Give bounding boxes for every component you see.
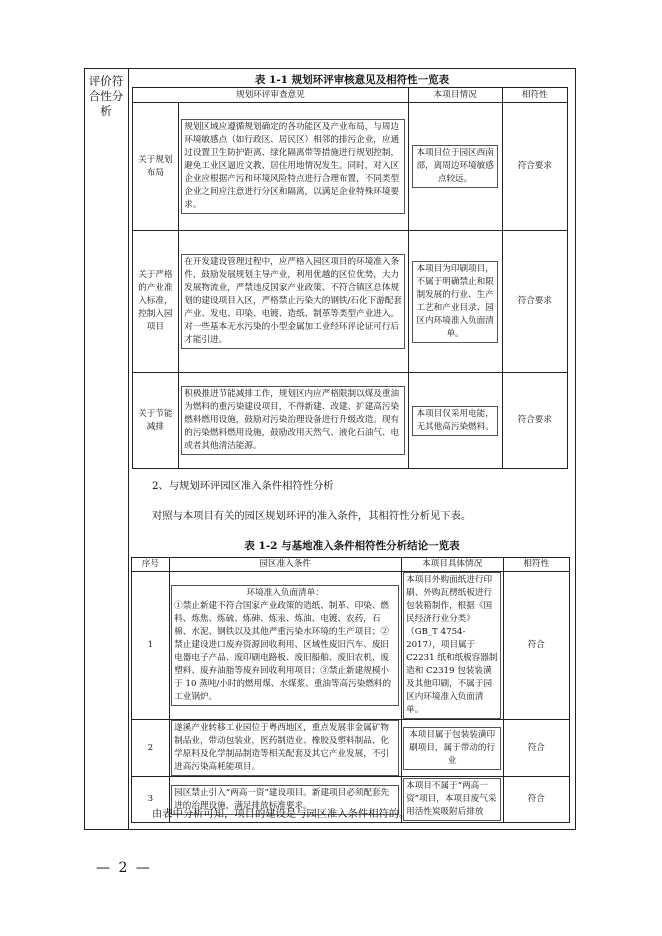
category-text: 关于严格的产业准入标准，控制入园项目: [138, 270, 173, 332]
conclusion-paragraph: 由表中分析可知，项目的建设是与园区准入条件相符的。: [152, 808, 410, 820]
opinion-text: 规划区域应遵循规划确定的各功能区及产业布局，与周边环境敏感点（如行政区、居民区）相邻的排污企业，应通过设置卫生防护距离、绿化隔离带等措施进行规划控制，避免工业区逼近文教、居住用地情况发生。同时，对入区企业应根据产污和环境风险特点进行合理布置，不同类型企业之间应注意进行分区和隔离，以满足企业特殊环境要求。: [181, 119, 405, 214]
table1-row-category: [133, 231, 179, 373]
table2-row-condition: [169, 720, 401, 777]
table2-header-row: [132, 558, 570, 572]
category-text: 关于规划布局: [138, 154, 173, 178]
table2-row-conformity: 符合: [503, 572, 569, 720]
table2-row-project: [401, 777, 503, 823]
table1-row-category: [133, 103, 179, 231]
condition-text: 园区禁止引入“两高一资”建设项目。新建项目必须配套先进的治理设施，满足排放标准要求。: [171, 785, 399, 815]
table2: [131, 557, 570, 823]
table2-row-conformity: 符合: [503, 777, 569, 823]
table1-header-project: 本项目情况: [408, 88, 502, 103]
project-text: 本项目属于包装装潢印刷项目，属于带动的行业: [403, 727, 501, 770]
table1-row-opinion: [178, 373, 408, 469]
page-number: — 2 —: [96, 860, 152, 876]
table2-row-no: 1: [132, 572, 170, 720]
condition-box: [171, 585, 399, 706]
project-text: 本项目外购面纸进行印刷、外购瓦楞纸板进行包装箱制作，根据《国民经济行业分类》（GB_T 4754-2017），项目属于 C2231 纸和纸板容器制造和 C2319 包装装潢及其他印刷，不属于园区内环境准入负面清单。: [403, 572, 501, 719]
side-label: 评价符合性分析: [88, 74, 124, 118]
table1-row: [133, 231, 568, 373]
table1-row-category: [133, 373, 179, 469]
table2-row: [132, 720, 570, 777]
intro-paragraph: 对照与本项目有关的园区规划环评的准入条件，其相符性分析见下表。: [152, 510, 472, 522]
table2-header-conformity: 相符性: [503, 558, 569, 572]
table1-header-opinion: 规划环评审查意见: [133, 88, 409, 103]
table1-row-conformity: 符合要求: [502, 103, 567, 231]
category-text: 关于节能减排: [138, 408, 173, 432]
table1-row-opinion: [178, 103, 408, 231]
table1-header-conformity: 相符性: [502, 88, 567, 103]
condition-text: 遂溪产业转移工业园位于粤西地区，重点发展非金属矿物制品业，带动包装业，医药制造业、橡胶及塑料制品、化学原料及化学制品制造等相关配套及其它产业发展，不引进高污染高耗能项目。: [171, 720, 399, 776]
table1-row-project: [408, 373, 502, 469]
opinion-text: 积极推进节能减排工作，规划区内应严格限制以煤及重油为燃料的重污染建设项目，不得新建、改建、扩建高污染燃料燃用设施，鼓励对污染治理设备进行升级改造。现有的污染燃料燃用设施，鼓励改用天然气、液化石油气、电或者其他清洁能源。: [181, 386, 405, 455]
project-text: 本项目为印刷项目，不属于明确禁止和限制发展的行业、生产工艺和产业目录、园区内环境准入负面清单。: [412, 261, 498, 343]
section-heading: 2、与规划环评园区准入条件相符性分析: [152, 480, 334, 492]
table2-row-condition: [169, 572, 401, 720]
table2-row-no: 3: [132, 777, 170, 823]
table2-title: 表 1-2 与基地准入条件相符性分析结论一览表: [244, 540, 460, 552]
table1-row-opinion: [178, 231, 408, 373]
table2-header-no: 序号: [132, 558, 170, 572]
table1-row-project: [408, 231, 502, 373]
table1-title: 表 1-1 规划环评审核意见及相符性一览表: [254, 74, 450, 86]
table2-row-project: [401, 572, 503, 720]
table1-header-row: [133, 88, 568, 103]
table2-row: [132, 572, 570, 720]
table1-row-conformity: 符合要求: [502, 373, 567, 469]
table2-row-conformity: 符合: [503, 720, 569, 777]
project-text: 本项目仅采用电能，无其他高污染燃料。: [412, 406, 498, 436]
frame-divider: [128, 68, 129, 830]
condition-title: 环境准入负面清单：: [246, 588, 324, 598]
condition-text: ①禁止新建不符合国家产业政策的造纸、制革、印染、燃料、炼焦、炼硫、炼砷、炼汞、炼油、电镀、农药，石棉、水泥、钢铁以及其他严重污染水环境的生产项目；②禁止建设进口废弃资源回收利用、区域性废旧汽车、废旧电器电子产品、废印刷电路板、废旧船舶、废旧农机、废塑料、废弃油脂等废弃回收利用项目；③禁止新建规模小于 10 蒸吨/小时的燃用煤、水煤浆、重油等高污染燃料的工业锅炉。: [174, 601, 392, 702]
table1-row: [133, 103, 568, 231]
table2-row-project: [401, 720, 503, 777]
table2-header-condition: 园区准入条件: [169, 558, 401, 572]
table2-row-no: 2: [132, 720, 170, 777]
project-text: 本项目不属于“两高一资”项目，本项目废气采用活性炭吸附后排放: [403, 778, 501, 821]
table1: [132, 87, 568, 469]
table1-row: [133, 373, 568, 469]
project-text: 本项目位于园区西南部，离周边环境敏感点较远。: [412, 145, 498, 188]
table2-header-project: 本项目具体情况: [401, 558, 503, 572]
opinion-text: 在开发建设管理过程中，应严格入园区项目的环境准入条件，鼓励发展规划主导产业，利用优越的区位优势，大力发展物流业，严禁违反国家产业政策、不符合镇区总体规划的建设项目入区，严格禁止污染大的钢铁/石化下游配套产业、发电、印染、电镀、造纸、制革等类型产业进入。对一些基本无水污染的小型金属加工业经环评论证可行后才能引进。: [181, 254, 405, 349]
table1-row-conformity: 符合要求: [502, 231, 567, 373]
table1-row-project: [408, 103, 502, 231]
